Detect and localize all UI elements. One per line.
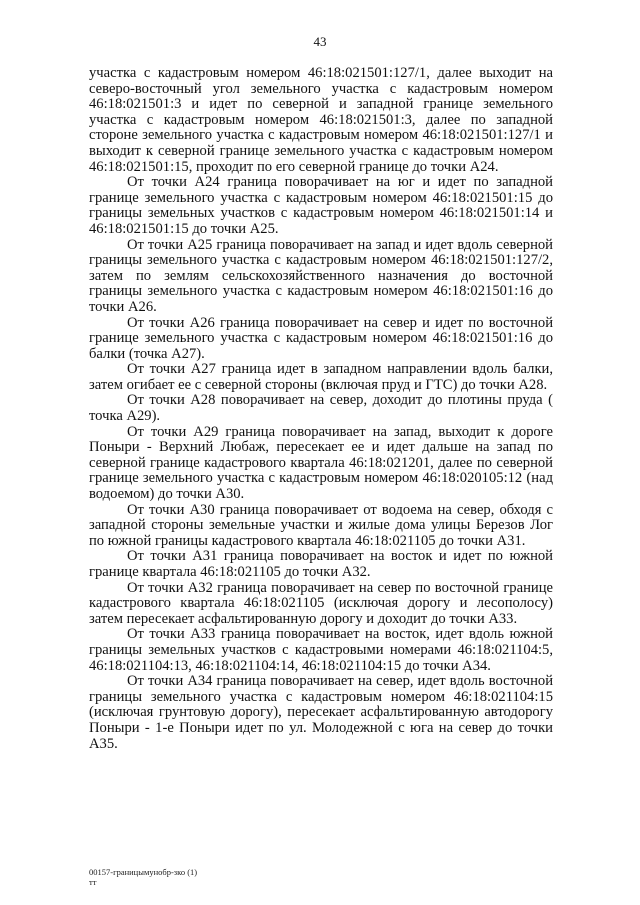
paragraph: От точки А34 граница поворачивает на север, идет вдоль восточной границы земельного участка с кадастровым номером 46:18:021104:15 (исключая грунтовую дорогу), пересекает асфальтированную автодорогу Поныри - 1-е Поныри идет по ул. Молодежной с юга на север до точки А35. bbox=[89, 673, 553, 752]
paragraph: От точки А24 граница поворачивает на юг и идет по западной границе земельного участка с кадастровым номером 46:18:021501:15 до границы земельных участков с кадастровым номером 46:18:021501:14 и 46:18:021501:15 до точки А25. bbox=[89, 174, 553, 237]
paragraph: От точки А26 граница поворачивает на север и идет по восточной границе земельного участка с кадастровым номером 46:18:021501:16 до балки (точка А27). bbox=[89, 314, 553, 362]
paragraph: От точки А25 граница поворачивает на запад и идет вдоль северной границы земельного участка с кадастровым номером 46:18:021501:127/2, затем по землям сельскохозяйственного назначения до восточной границы земельного участка с кадастровым номером 46:18:021501:16 до точки А26. bbox=[89, 236, 553, 315]
paragraph: От точки А28 поворачивает на север, доходит до плотины пруда ( точка А29). bbox=[89, 392, 553, 425]
document-body bbox=[89, 66, 553, 752]
paragraph: От точки А27 граница идет в западном направлении вдоль балки, затем огибает ее с северной стороны (включая пруд и ГТС) до точки А28. bbox=[89, 361, 553, 393]
paragraph: От точки А31 граница поворачивает на восток и идет по южной границе квартала 46:18:021105 до точки А32. bbox=[89, 548, 553, 580]
paragraph: От точки А33 граница поворачивает на восток, идет вдоль южной границы земельных участков с кадастровыми номерами 46:18:021104:5, 46:18:021104:13, 46:18:021104:14, 46:18:021104:15 до точки А34. bbox=[89, 626, 553, 674]
paragraph: От точки А29 граница поворачивает на запад, выходит к дороге Поныри - Верхний Любаж, пересекает ее и идет дальше на запад по северной границе кадастрового квартала 46:18:021201, далее по северной границе земельного участка с кадастровым номером 46:18:020105:12 (над водоемом) до точки А30. bbox=[89, 423, 553, 503]
footer-filename: 00157-границымунобр-зко (1) bbox=[89, 867, 198, 877]
document-footer bbox=[89, 867, 197, 887]
footer-initials: тт bbox=[89, 877, 97, 887]
paragraph: От точки А32 граница поворачивает на север по восточной границе кадастрового квартала 46:18:021105 (исключая дорогу и лесополосу) затем пересекает асфальтированную дорогу и доходит до точки А33. bbox=[89, 579, 553, 627]
paragraph: От точки А30 граница поворачивает от водоема на север, обходя с западной стороны земельные участки и жилые дома улицы Березов Лог по южной границы кадастрового квартала 46:18:021105 до точки А31. bbox=[89, 501, 553, 549]
page-number: 43 bbox=[313, 34, 327, 49]
paragraph: участка с кадастровым номером 46:18:021501:127/1, далее выходит на северо-восточный угол земельного участка с кадастровым номером 46:18:021501:3 и идет по северной и западной границе земельного участка с кадастровым номером 46:18:021501:3, далее по западной стороне земельного участка с кадастровым номером 46:18:021501:127/1 и выходит к северной границе земельного участка с кадастровым номером 46:18:021501:15, проходит по его северной границе до точки А24. bbox=[89, 65, 553, 175]
